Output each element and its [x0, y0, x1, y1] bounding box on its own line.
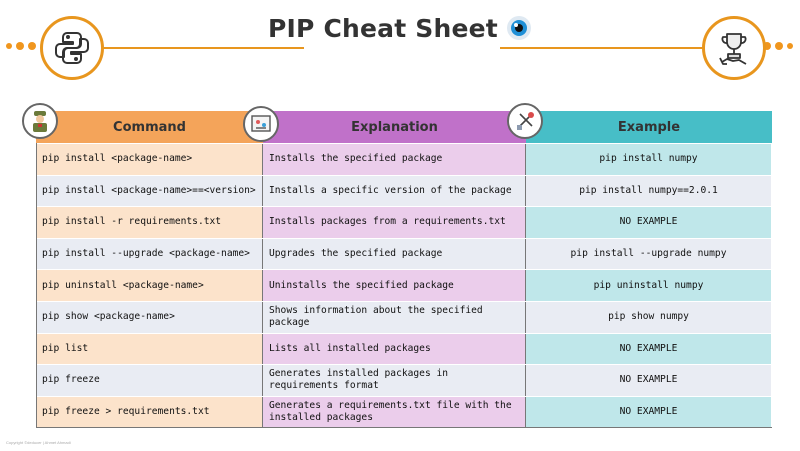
table-row: [36, 175, 772, 207]
command-cell: pip install <package-name>: [36, 144, 263, 175]
command-cell: pip freeze > requirements.txt: [36, 397, 263, 428]
trophy-icon: [702, 16, 766, 80]
decor-dots-left: [6, 42, 36, 50]
command-cell: pip install --upgrade <package-name>: [36, 239, 263, 270]
table-row: [36, 364, 772, 396]
table-row: [36, 333, 772, 365]
example-cell: pip install --upgrade numpy: [526, 239, 772, 270]
eye-icon: [506, 15, 532, 41]
explanation-cell: Lists all installed packages: [263, 334, 526, 365]
tools-icon: [507, 103, 543, 139]
header-divider-right: [500, 47, 705, 49]
copyright-text: Copyright ©deducer | Ahmet Ahmadi: [6, 440, 71, 445]
command-cell: pip install <package-name>==<version>: [36, 176, 263, 207]
example-cell: NO EXAMPLE: [526, 365, 772, 396]
column-header-explanation: Explanation: [263, 111, 526, 143]
explanation-cell: Installs the specified package: [263, 144, 526, 175]
explanation-cell: Generates a requirements.txt file with the installed packages: [263, 397, 526, 428]
table-row: [36, 238, 772, 270]
column-header-example: Example: [526, 111, 772, 143]
example-cell: pip install numpy==2.0.1: [526, 176, 772, 207]
example-cell: pip show numpy: [526, 302, 772, 333]
example-cell: NO EXAMPLE: [526, 397, 772, 428]
command-cell: pip list: [36, 334, 263, 365]
example-cell: NO EXAMPLE: [526, 207, 772, 238]
table-header: [36, 111, 772, 143]
cheat-sheet-table: [36, 111, 772, 427]
page-header: [0, 8, 800, 48]
explanation-cell: Generates installed packages in requirements format: [263, 365, 526, 396]
command-cell: pip freeze: [36, 365, 263, 396]
explanation-cell: Shows information about the specified package: [263, 302, 526, 333]
decor-dots-right: [763, 42, 793, 50]
explanation-cell: Installs packages from a requirements.txt: [263, 207, 526, 238]
example-cell: pip install numpy: [526, 144, 772, 175]
example-cell: pip uninstall numpy: [526, 270, 772, 301]
chart-board-icon: [243, 106, 279, 142]
command-cell: pip install -r requirements.txt: [36, 207, 263, 238]
example-cell: NO EXAMPLE: [526, 334, 772, 365]
explanation-cell: Uninstalls the specified package: [263, 270, 526, 301]
column-header-command: Command: [36, 111, 263, 143]
python-logo-icon: [40, 16, 104, 80]
table-row: [36, 143, 772, 175]
command-cell: pip uninstall <package-name>: [36, 270, 263, 301]
soldier-icon: [22, 103, 58, 139]
page-title: PIP Cheat Sheet: [268, 13, 498, 43]
table-row: [36, 206, 772, 238]
explanation-cell: Upgrades the specified package: [263, 239, 526, 270]
command-cell: pip show <package-name>: [36, 302, 263, 333]
table-row: [36, 301, 772, 333]
table-row: [36, 269, 772, 301]
explanation-cell: Installs a specific version of the package: [263, 176, 526, 207]
table-row: [36, 396, 772, 428]
